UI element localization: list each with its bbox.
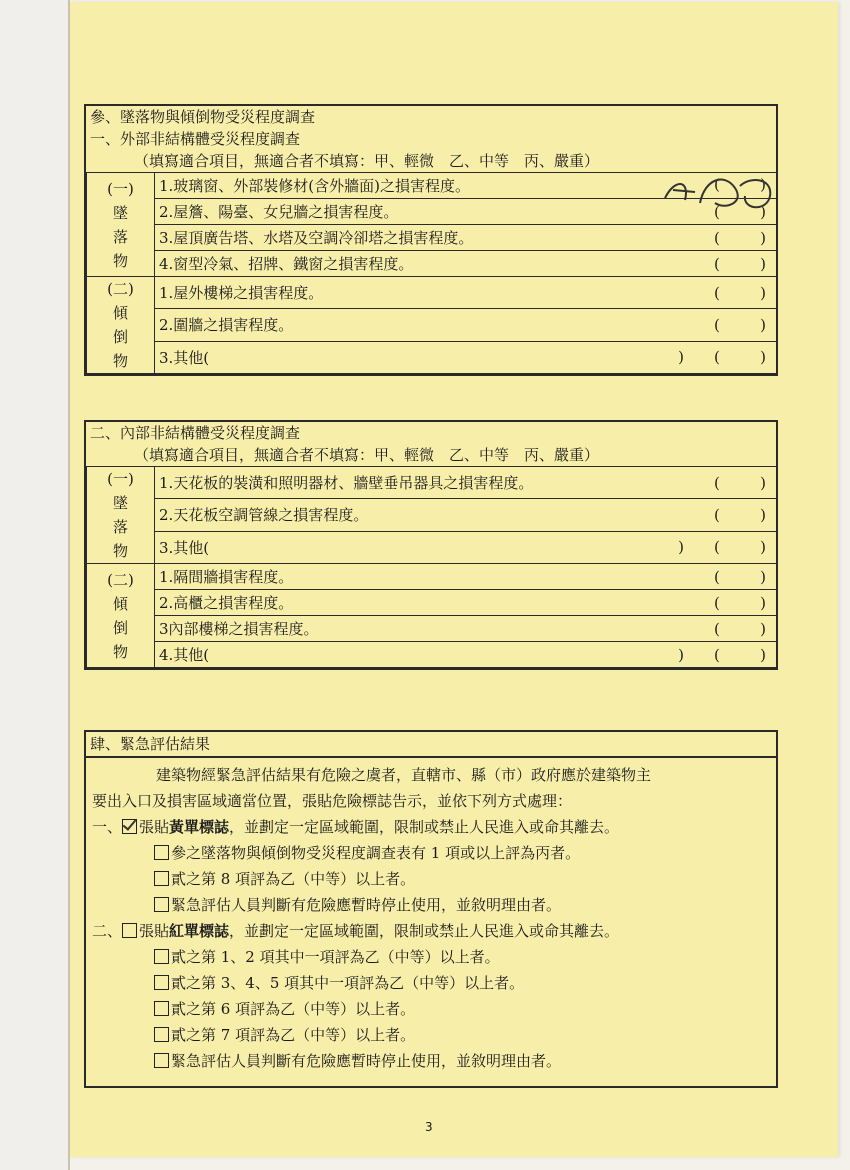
damage-item-text: 2.天花板空調管線之損害程度。	[159, 506, 369, 525]
option-yellow-tag	[92, 814, 770, 840]
damage-item-text: 1.屋外樓梯之損害程度。	[159, 284, 324, 303]
table-row	[87, 499, 777, 531]
condition-checkbox[interactable]	[154, 1053, 169, 1068]
condition-item	[92, 892, 770, 918]
condition-checkbox[interactable]	[154, 1027, 169, 1042]
answer-open-paren: (	[714, 228, 720, 247]
condition-text: 貳之第 8 項評為乙（中等）以上者。	[171, 870, 416, 888]
damage-item	[155, 225, 777, 251]
answer-field[interactable]	[714, 255, 766, 273]
table-row	[87, 467, 777, 499]
result-body	[86, 758, 776, 1084]
damage-item-text: 3.其他(	[159, 348, 210, 367]
answer-close-paren: )	[760, 315, 766, 334]
answer-field[interactable]	[714, 506, 766, 524]
condition-text: 緊急評估人員判斷有危險應暫時停止使用，並敘明理由者。	[171, 896, 562, 914]
answer-close-paren: )	[760, 175, 766, 193]
damage-item	[155, 531, 777, 563]
damage-item-text: 4.窗型冷氣、招牌、鐵窗之損害程度。	[159, 255, 414, 273]
condition-text: 貳之第 7 項評為乙（中等）以上者。	[171, 1026, 416, 1044]
handwritten-mark-icon	[655, 168, 785, 218]
group-label-char: 傾	[112, 304, 128, 322]
section-emergency-result	[84, 730, 778, 1088]
group-label-char: 物	[112, 251, 128, 270]
answer-open-paren: (	[714, 283, 720, 302]
answer-open-paren: (	[714, 473, 720, 492]
damage-item	[155, 499, 777, 531]
answer-close-paren: )	[760, 505, 766, 524]
answer-close-paren: )	[760, 283, 766, 302]
table-row	[87, 564, 777, 590]
group-label-char: 墜	[112, 494, 128, 512]
red-tag-checkbox[interactable]	[122, 923, 137, 938]
option1-prefix: 一、	[92, 818, 123, 836]
answer-open-paren: (	[714, 567, 720, 586]
answer-open-paren: (	[714, 505, 720, 524]
damage-item	[155, 467, 777, 499]
damage-item-text: 3.其他(	[159, 538, 210, 557]
other-input-close[interactable]: )	[678, 538, 684, 557]
group-label-char: (一)	[107, 179, 134, 198]
condition-text: 參之墜落物與傾倒物受災程度調查表有 1 項或以上評為丙者。	[171, 844, 581, 862]
condition-checkbox[interactable]	[154, 871, 169, 886]
table-row	[87, 225, 777, 251]
group-label-char: 物	[112, 352, 128, 370]
other-input-close[interactable]: )	[678, 348, 684, 367]
table-row	[87, 531, 777, 563]
damage-item-text: 3.屋頂廣告塔、水塔及空調冷卻塔之損害程度。	[159, 229, 474, 247]
form-page	[70, 2, 838, 1157]
damage-item	[155, 616, 777, 642]
damage-item	[155, 251, 777, 277]
answer-close-paren: )	[760, 593, 766, 612]
red-tag-conditions	[92, 944, 770, 1074]
yellow-tag-checkbox[interactable]	[122, 819, 137, 834]
answer-close-paren: )	[760, 254, 766, 273]
damage-item-text: 2.屋簷、陽臺、女兒牆之損害程度。	[159, 203, 399, 221]
answer-close-paren: )	[760, 538, 766, 557]
answer-open-paren: (	[714, 645, 720, 664]
table-row	[87, 309, 777, 341]
section-external-nonstructural	[84, 104, 778, 376]
intro-line-2: 要出入口及損害區域適當位置，張貼危險標誌告示，並依下列方式處理：	[92, 792, 573, 810]
damage-item	[155, 309, 777, 341]
group-label-char: 傾	[112, 594, 128, 613]
damage-item-text: 1.隔間牆損害程度。	[159, 568, 294, 586]
condition-item	[92, 1022, 770, 1048]
section-internal-nonstructural	[84, 420, 778, 670]
damage-item-text: 3內部樓梯之損害程度。	[159, 620, 319, 638]
condition-text: 貳之第 3、4、5 項其中一項評為乙（中等）以上者。	[171, 974, 525, 992]
group-label-char: (二)	[107, 280, 134, 298]
condition-item	[92, 944, 770, 970]
option1-pre: 張貼	[139, 818, 170, 836]
answer-close-paren: )	[760, 645, 766, 664]
table-row	[87, 251, 777, 277]
group-label-char: 落	[112, 227, 128, 246]
sub1-instruction: （填寫適合項目，無適合者不填寫：甲、輕微 乙、中等 丙、嚴重）	[134, 152, 600, 170]
answer-field[interactable]	[714, 620, 766, 638]
option1-post: ，並劃定一定區域範圍，限制或禁止人民進入或命其離去。	[229, 818, 620, 836]
yellow-tag-conditions	[92, 840, 770, 918]
internal-damage-table	[86, 466, 776, 668]
table-row	[87, 616, 777, 642]
damage-item-text: 2.圍牆之損害程度。	[159, 316, 294, 335]
group-label-char: (一)	[107, 470, 134, 488]
condition-item	[92, 840, 770, 866]
answer-field[interactable]	[714, 348, 766, 366]
answer-field[interactable]	[714, 229, 766, 247]
answer-open-paren: (	[714, 175, 720, 193]
sub1-title: 一、外部非結構體受災程度調查	[90, 130, 301, 148]
page-number: 3	[425, 1120, 433, 1134]
section4-title: 肆、緊急評估結果	[86, 732, 776, 758]
group-label-char: 落	[112, 518, 128, 536]
answer-close-paren: )	[760, 202, 766, 221]
group-label-char: 物	[112, 642, 128, 661]
table-row	[87, 277, 777, 309]
damage-item	[155, 341, 777, 373]
answer-open-paren: (	[714, 254, 720, 273]
yellow-tag-label: 黃單標誌	[169, 818, 230, 836]
answer-field[interactable]	[714, 646, 766, 664]
condition-item	[92, 996, 770, 1022]
damage-item	[155, 590, 777, 616]
option2-post: ，並劃定一定區域範圍，限制或禁止人民進入或命其離去。	[229, 922, 620, 940]
damage-item	[155, 642, 777, 668]
answer-close-paren: )	[760, 567, 766, 586]
damage-item-text: 1.天花板的裝潢和照明器材、牆壁垂吊器具之損害程度。	[159, 474, 534, 493]
group-label-char: 墜	[112, 203, 128, 222]
condition-checkbox[interactable]	[154, 897, 169, 912]
damage-item	[155, 564, 777, 590]
red-tag-label: 紅單標誌	[169, 922, 230, 940]
table-row	[87, 642, 777, 668]
group-label	[87, 173, 155, 277]
binding-strip	[0, 0, 70, 1170]
intro-line-1: 建築物經緊急評估結果有危險之虞者，直轄市、縣（市）政府應於建築物主	[156, 766, 652, 784]
group-label-char: 倒	[112, 618, 128, 637]
section3-title: 參、墜落物與傾倒物受災程度調查	[90, 108, 316, 126]
condition-checkbox[interactable]	[154, 1001, 169, 1016]
damage-item-text: 2.高櫃之損害程度。	[159, 594, 294, 612]
answer-field[interactable]	[714, 538, 766, 556]
table-row	[87, 590, 777, 616]
sub2-title: 二、內部非結構體受災程度調查	[90, 424, 301, 442]
group-label-char: 物	[112, 542, 128, 560]
answer-field[interactable]	[714, 316, 766, 334]
damage-item	[155, 277, 777, 309]
group-label-char: (二)	[107, 570, 134, 589]
answer-close-paren: )	[760, 619, 766, 638]
group-label	[87, 564, 155, 668]
condition-item	[92, 970, 770, 996]
group-label-char: 倒	[112, 328, 128, 346]
condition-item	[92, 866, 770, 892]
answer-close-paren: )	[760, 473, 766, 492]
answer-open-paren: (	[714, 202, 720, 221]
answer-open-paren: (	[714, 315, 720, 334]
answer-field[interactable]	[714, 284, 766, 302]
option2-prefix: 二、	[92, 922, 123, 940]
answer-open-paren: (	[714, 538, 720, 557]
answer-field[interactable]	[714, 474, 766, 492]
option2-pre: 張貼	[139, 922, 170, 940]
other-input-close[interactable]: )	[678, 645, 684, 664]
answer-field[interactable]	[714, 594, 766, 612]
condition-checkbox[interactable]	[154, 949, 169, 964]
sub2-instruction: （填寫適合項目，無適合者不填寫：甲、輕微 乙、中等 丙、嚴重）	[134, 446, 600, 464]
answer-close-paren: )	[760, 348, 766, 367]
group-label	[87, 467, 155, 564]
answer-close-paren: )	[760, 228, 766, 247]
condition-text: 貳之第 1、2 項其中一項評為乙（中等）以上者。	[171, 948, 500, 966]
condition-item	[92, 1048, 770, 1074]
option-red-tag	[92, 918, 770, 944]
answer-field[interactable]	[714, 568, 766, 586]
group-label	[87, 277, 155, 374]
condition-checkbox[interactable]	[154, 845, 169, 860]
answer-open-paren: (	[714, 593, 720, 612]
condition-text: 貳之第 6 項評為乙（中等）以上者。	[171, 1000, 416, 1018]
condition-text: 緊急評估人員判斷有危險應暫時停止使用，並敘明理由者。	[171, 1052, 562, 1070]
damage-item-text: 1.玻璃窗、外部裝修材(含外牆面)之損害程度。	[159, 177, 471, 195]
condition-checkbox[interactable]	[154, 975, 169, 990]
answer-open-paren: (	[714, 619, 720, 638]
answer-open-paren: (	[714, 348, 720, 367]
table-row	[87, 341, 777, 373]
damage-item-text: 4.其他(	[159, 646, 210, 664]
